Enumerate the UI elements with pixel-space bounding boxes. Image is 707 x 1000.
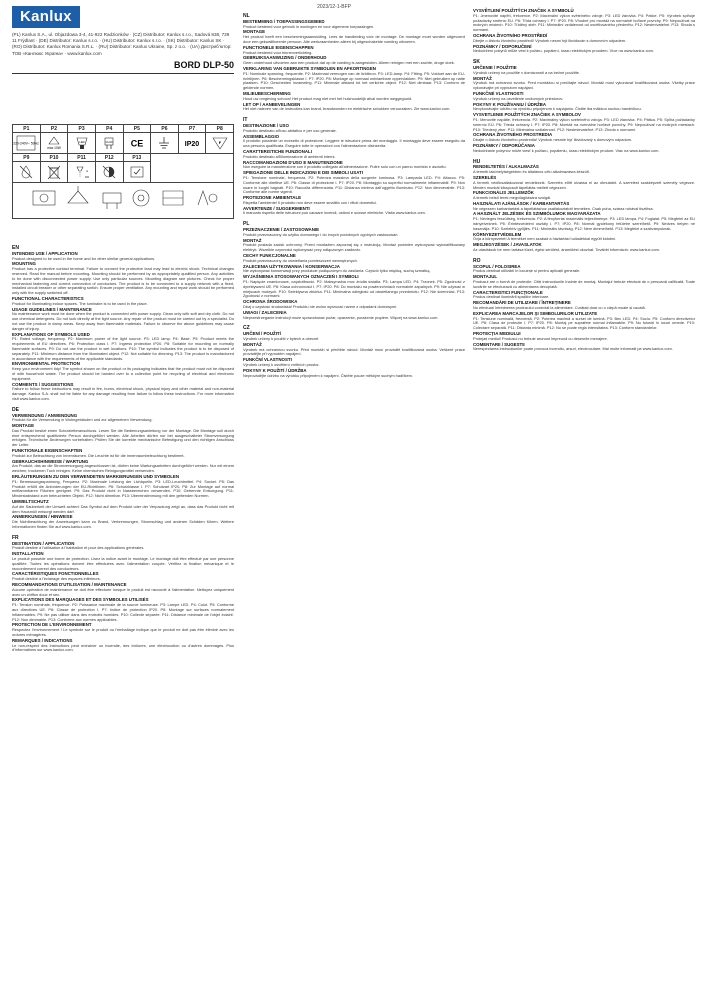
paragraph: Keep your environment tidy! The symbol shown on the product or its packaging indicates that the product must not be disposed of with household waste. The product should be handed over to a collection point for recycling of electrical and electronic equipment. [12,366,234,381]
section-title: PRZEZNACZENIE / ZASTOSOWANIE [243,227,320,233]
header [12,6,234,74]
product-title: BORD DLP-50 [173,59,234,70]
paragraph: Product bestemd voor binnenverlichting. [243,49,313,55]
paragraph: P1: Rated voltage, frequency. P2: Maximum power of the light source. P3: LED lamp. P4: Base. P5: Product meets the requirements of EU directives. P6: Protection class I. P7: Ingress protection IP20. P8: Suitable for mounting on normally flammable surfaces. P9: Do not use the product in wet locations. P10: The symbol indicates the product is to be disposed of separately. P11: Minimum distance from the illuminated object. P12: Not suitable for dimming. P13: The product is manufactured in accordance with the requirements of the applicable standards. [12,336,234,361]
paragraph: Výrobok má ochrannú svorku. Pred montážou si prečítajte návod. Montáž musí vykonávať kvalifikovaná osoba. Všetky práce vykonávajte pri vypnutom napájaní. [473,80,695,91]
section-title: CARACTERISTICI FUNCȚIONALE [473,289,543,295]
paragraph: Rispetta l'ambiente! Il prodotto non deve essere smaltito con i rifiuti domestici. [243,199,377,205]
section-title: ENVIRONMENTAL PROTECTION [12,361,80,367]
section-title: ANMERKUNGEN / HINWEISE [12,514,73,520]
section-title: MOUNTING [12,261,36,267]
section-title: FUNKTIONALE EIGENSCHAFTEN [12,448,83,454]
paragraph: Produit destiné à l'utilisation à l'habitation et pour des applications générales. [12,545,145,551]
section-title: PROTEZIONE AMBIENTALE [243,195,302,201]
section-title: URČENÍ / POUŽITÍ [243,331,281,337]
section-title: MILIEUBESCHERMING [243,90,291,96]
power-icon [40,133,68,154]
paragraph: Óvja a környezetet! A terméket nem szabad a háztartási hulladékkal együtt kidobni. [473,236,617,242]
section-title: VYSVĚTLENÍ POUŽITÝCH ZNAČEK A SYMBOLŮ [473,8,574,13]
section-title: FUNCTIONELE EIGENSCHAPPEN [243,44,314,50]
section-title: VERWENDUNG / ANWENDUNG [12,412,78,418]
product-drawing [13,183,234,219]
symbol-label: P10 [40,154,68,162]
paragraph: Az utasítások be nem tartása tüzet, égési sérülést, áramütést okozhat. További információ: www.kanlux.com. [473,247,660,253]
section-title: OCHRANA ŽIVOTNÉHO PROSTREDIA [473,132,553,138]
section-title: VERKLARING VAN GEBRUIKTE SYMBOLEN EN AFKORTINGEN [243,65,376,71]
svg-text:m: m [85,170,88,173]
section-title: PROTECTION DE L'ENVIRONNEMENT [12,622,92,628]
section-title: PROTECȚIA MEDIULUI [473,331,521,337]
paragraph: Das Produkt besitzt einen Schutzleiteranschluss. Lesen Sie die Bedienungsanleitung vor der Montage. Die Montage soll durch eine entsprechend qualifizierte Person durchgeführt werden. Alle Arbeiten dürfen nur bei ausgeschalteter Stromversorgung erfolgen. Technische Änderungen vorbehalten. Prüfen Sie die korrekte mechanische Befestigung und den richtigen Anschluss der Leiter. [12,427,234,448]
section-title: GEBRAUCHSHINWEISE / WARTUNG [12,458,89,464]
section-title: MEGJEGYZÉSEK / JAVASLATOK [473,242,542,248]
paragraph: Failure to follow these instructions may result in fire, burns, electrical shock, physical injury and other material and non-material damage. Kanlux S.A. shall not be liable for any damage resulting from failure to follow these instructions. For more information visit www.kanlux.com. [12,386,234,401]
symbol-label: P13 [123,154,151,162]
section-title: REMARQUES / INDICATIONS [12,637,73,643]
svg-text:CE: CE [130,138,144,149]
section-title: A HASZNÁLT JELZÉSEK ÉS SZIMBÓLUMOK MAGYARÁZATA [473,211,601,217]
paragraph: Product designed to be used in the home and for other similar general applications. [12,255,156,261]
paragraph: Dbejte o čistotu životního prostředí! Výrobek nesmí být likvidován s domovním odpadem. [473,37,627,43]
paragraph: Produsul are o bornă de protecție. Citiți instrucțiunile înainte de montaj. Montajul trebuie efectuat de o persoană calificată. Toate lucrările se efectuează cu alimentarea decuplată. [473,279,695,289]
section-title: FUNKCIONÁLIS JELLEMZŐK [473,190,534,196]
section-title: COMENTARII / SUGESTII [473,341,525,347]
section-title: RECOMANDĂRI DE UTILIZARE / ÎNTREȚINERE [473,300,571,306]
section-title: LET OP / AANBEVELINGEN [243,101,301,107]
section-title: EXPLANATIONS OF SYMBOLS USED [12,331,90,337]
paragraph: Respectez l'environnement ! Le symbole sur le produit ou l'emballage indique que le produit ne doit pas être éliminé avec les ordures ménagères. [12,627,234,637]
lang-heading-sk: SK [473,59,480,66]
section-title: UMWELTSCHUTZ [12,499,49,505]
led-lamp-icon [68,133,96,154]
section-title: CARATTERISTICHE FUNZIONALI [243,148,312,154]
lang-heading-de: DE [12,406,19,413]
section-title: BESTEMMING / TOEPASSINGSGEBIED [243,18,325,24]
lang-heading-hu: HU [473,158,481,165]
empty-cell [151,154,234,183]
protection-class-icon [151,133,179,154]
symbol-label: P9 [13,154,41,162]
lang-heading-it: IT [243,117,248,124]
divider [12,73,234,74]
paragraph: Nedodržanie pokynov môže viesť k požiaru, popáleniu, úrazu elektrickým prúdom. Viac na www.kanlux.com. [473,147,660,153]
base-text: GU10 [105,141,113,144]
section-title: FUNCTIONAL CHARACTERISTICS [12,295,84,301]
paragraph: P1: Bemessungsspannung, Frequenz. P2: Maximale Leistung der Lichtquelle. P3: LED-Leuchtmittel. P4: Sockel. P5: Das Produkt erfüllt die Anforderungen der EU-Richtlinien. P6: Schutzklasse I. P7: Schutzart IP20. P8: Zur Montage auf normal entflammbaren Flächen geeignet. P9: Das Produkt nicht in Nassbereichen verwenden. P10: Getrennte Entsorgung. P11: Mindestabstand zum beleuchteten Objekt. P12: Nicht dimmbar. P13: Übereinstimmung mit den geltenden Normen. [12,478,234,499]
paragraph: Nu efectuați întreținerea produsului conectat la alimentare. Curățați doar cu o cârpă moale și uscată. [473,305,646,311]
section-title: SZERELÉS [473,174,497,180]
ce-mark-icon [123,133,151,154]
paragraph: Product bestemd voor gebruik in woningen en voor algemene toepassingen. [243,23,375,29]
section-title: USAGE GUIDELINES / MAINTENANCE [12,306,92,312]
paragraph: Prodotto destinato all'illuminazione di ambienti interni. [243,153,336,159]
symbol-label: P11 [68,154,96,162]
section-title: GEBRUIKSAANWIJZING / ONDERHOUD [243,55,327,61]
paragraph: Le produit possède une borne de protection. Lisez la notice avant le montage. Le montage doit être effectué par une personne qualifiée. Toutes les opérations doivent être effectuées avec l'alimentation coupée. Vérifiez la fixation mécanique et le raccordement correct des conducteurs. [12,556,234,571]
column-middle [243,8,465,378]
section-title: POKYNY K POUŽÍVANIU / ÚDRŽBA [473,101,547,107]
document-code: 2023/12-1-BFP [317,4,351,10]
section-title: VYSVETLENIE POUŽITÝCH ZNAČIEK A SYMBOLOV [473,112,581,118]
paragraph: Nieprzestrzeganie instrukcji może spowodować pożar, oparzenia, porażenie prądem. Więcej na www.kanlux.com. [243,314,439,320]
paragraph: P1: Névleges feszültség, frekvencia. P2: A fényforrás maximális teljesítménye. P3: LED lámpa. P4: Foglalat. P5: Megfelel az EU irányelveknek. P6: Érintésvédelmi osztály I. P7: IP20. P8: Normál gyúlékony felületre szerelhető. P9: Nedves helyen ne használja. P10: Szelektív gyűjtés. P11: Minimális távolság. P12: Nem dimmelhető. P13: Megfelel a szabványoknak. [473,216,695,231]
column-right [473,8,695,352]
section-title: WYJAŚNIENIA STOSOWANYCH OZNACZEŃ I SYMBOLI [243,274,359,280]
paragraph: A termék belső terek megvilágítására szolgál. [473,195,552,201]
paragraph: Produkt zur Beleuchtung von Innenräumen. Die Leuchte ist für die Innenraumbeleuchtung bestimmt. [12,452,185,458]
section-title: RECOMMANDATIONS D'UTILISATION / MAINTENANCE [12,582,127,587]
power-text: max 10W [47,146,61,150]
paragraph: Nerespectarea instrucțiunilor poate provoca incendiu, arsuri, electrocutare. Mai multe informații pe www.kanlux.com. [473,346,673,352]
paragraph: Protejați mediul! Produsul nu trebuie aruncat împreună cu deșeurile menajere. [473,335,608,341]
section-title: OCHRANA ŽIVOTNÍHO PROSTŘEDÍ [473,32,548,38]
svg-text:F: F [218,140,221,145]
section-title: FUNKČNÍ VLASTNOSTI [243,357,292,363]
section-title: DESTINAZIONE / USO [243,122,289,128]
lang-heading-fr: FR [12,534,19,541]
lang-heading-pl: PL [243,221,250,228]
column-left [12,240,234,653]
section-title: MONTAJUL [473,274,498,280]
brand-logo: Kanlux [12,6,80,28]
section-title: FUNKČNÉ VLASTNOSTI [473,90,524,96]
flammable-surface-icon [206,133,234,154]
symbol-label: P4 [95,125,123,133]
paragraph: Aucune opération de maintenance ne doit être effectuée lorsque le produit est raccordé à l'alimentation. Nettoyez uniquement avec un chiffon doux et sec. [12,586,234,597]
section-title: MONTÁŽ [473,75,492,81]
paragraph: Nevykonávajte údržbu na výrobku pripojenom k napájaniu. Čistite iba mäkkou suchou handričkou. [473,106,642,112]
paragraph: Neprovádějte údržbu na výrobku připojeném k napájení. Čistěte pouze měkkým suchým hadříkem. [243,372,413,378]
section-title: EXPLICATIONS DES MARQUAGES ET DES SYMBOLES UTILISÉS [12,597,149,603]
paragraph: Výrobek má ochrannou svorku. Před montáží si přečtěte návod. Montáž musí provádět kvalifikovaná osoba. Veškeré práce provádějte při vypnutém napájení. [243,346,465,357]
lang-heading-en: EN [12,245,19,251]
ip-rating-icon [178,133,206,154]
paragraph: A termék lakóhelyiségekben és általános célú alkalmazásra készült. [473,169,590,175]
paragraph: Produkt przeznaczony do oświetlania pomieszczeń wewnętrznych. [243,257,358,263]
paragraph: P1: Tensiune nominală, frecvență. P2: Puterea maximă a sursei de lumină. P3: Bec LED. P4: Soclu. P5: Conform directivelor UE. P6: Clasa de protecție I. P7: IP20. P8: Montaj pe suprafețe normal inflamabile. P9: Nu folosiți în locuri umede. P10: Colectare separată. P11: Distanța minimă. P12: Nu se poate regla intensitatea. P13: Conform standardelor. [473,315,695,331]
section-title: INTENDED USE / APPLICATION [12,250,78,256]
paragraph: Prodotto destinato all'uso abitativo e per uso generale. [243,127,337,133]
paragraph: Het niet naleven van de instructies kan brand, brandwonden en elektrische schokken veroorzaken. Zie www.kanlux.com. [243,106,451,112]
no-wet-location-icon [13,162,41,183]
symbols-table [12,124,234,219]
paragraph: Le non-respect des instructions peut entraîner un incendie, des brûlures, une électrocution ou d'autres dommages. Plus d'informations sur www.kanlux.com. [12,642,234,653]
paragraph: Am Produkt, das an die Stromversorgung angeschlossen ist, dürfen keine Wartungsarbeiten durchgeführt werden. Nur mit einem weichen, trockenen Tuch reinigen. Keine chemischen Reinigungsmittel verwenden. [12,463,234,474]
voltage-text: 220-240V~ 50Hz [13,141,40,146]
paragraph: P1: Napięcie znamionowe, częstotliwość. P2: Maksymalna moc źródła światła. P3: Lampa LED. P4: Trzonek. P5: Zgodność z dyrektywami UE. P6: Klasa ochronności I. P7: IP20. P8: Do montażu na powierzchniach normalnie zapalnych. P9: Nie używać w miejscach mokrych. P10: Selektywna zbiórka. P11: Minimalna odległość od oświetlanego przedmiotu. P12: Nie ściemniać. P13: Zgodność z normami. [243,279,465,299]
section-title: MONTAGE [12,423,35,429]
paragraph: Product has a protective contact terminal. Failure to connect the protective lead may lead to electric shock. Technical changes reserved. Read the manual before mounting. Mounting should be performed by an appropriately qualified person. Any activities to be done with disconnected power supply. Use only particular sources. Mounting diagram see pictures. Check for proper mechanical fastening and correct connection of conductors. The product is to be connected to a supply network with a fixed, installed circuit breaker or other separating switch. Ensure proper ventilation. Any mounting and repair work should be performed only with the supply switched off. [12,266,234,296]
section-title: AVVERTENZE / SUGGERIMENTI [243,205,310,211]
section-title: UWAGI / ZALECENIA [243,309,287,315]
paragraph: Výrobek určený k osvětlení vnitřních prostor. [243,362,320,367]
symbol-label: P8 [206,125,234,133]
section-title: INSTALLATION [12,551,44,557]
paragraph: P1: Menovité napätie, frekvencia. P2: Maximálny výkon svetelného zdroja. P3: LED žiarovka. P4: Pätica. P5: Spĺňa požiadavky smerníc EÚ. P6: Trieda ochrany I. P7: IP20. P8: Montáž na normálne horľavé povrchy. P9: Nepoužívať na mokrých miestach. P10: Triedený zber. P11: Minimálna vzdialenosť. P12: Nestmievateľné. P13: Zhoda s normami. [473,116,695,132]
symbol-label: P6 [151,125,179,133]
paragraph: A termék védőcsatlakozóval rendelkezik. Szerelés előtt olvassa el az útmutatót. A szerelést szakképzett személy végezze. Minden munkát kikapcsolt tápellátás mellett végezzen. [473,179,695,190]
paragraph: Produs destinat iluminării spațiilor interioare. [473,294,550,300]
paragraph: Produkt für die Verwendung in Wohngebäuden und zur allgemeinen Verwendung. [12,417,153,423]
section-title: POKYNY K POUŽITÍ / ÚDRŽBA [243,367,307,373]
section-title: OCHRONA ŚRODOWISKA [243,299,298,305]
section-title: MONTAGE [243,29,266,35]
paragraph: Nie wykonywać konserwacji przy produkcie podłączonym do zasilania. Czyścić tylko miękką, suchą szmatką. [243,268,431,274]
section-title: POZNÁMKY / ODPORÚČANIA [473,142,535,148]
lang-heading-cz: CZ [243,325,250,332]
section-title: RACCOMANDAZIONI D'USO E MANUTENZIONE [243,159,343,165]
paragraph: Dbajte o čistotu životného prostredia! Výrobok nesmie byť likvidovaný s domovým odpadom. [473,137,633,143]
symbol-label: P12 [95,154,123,162]
symbol-label: P1 [13,125,41,133]
section-title: CECHY FUNKCJONALNE [243,253,296,259]
paragraph: Il mancato rispetto delle istruzioni può causare incendi, ustioni e scosse elettriche. Visita www.kanlux.com. [243,210,426,216]
symbol-label: P7 [178,125,206,133]
section-title: POZNÁMKY / DOPORUČENÍ [473,43,532,49]
symbol-label: P2 [40,125,68,133]
paragraph: P1: Nominale spanning, frequentie. P2: Maximaal vermogen van de lichtbron. P3: LED-lamp. P4: Fitting. P5: Voldoet aan de EU-richtlijnen. P6: Beschermingsklasse I. P7: IP20. P8: Montage op normaal ontvlambare oppervlakken. P9: Niet gebruiken op natte plaatsen. P10: Gescheiden inzameling. P11: Minimale afstand tot het verlichte object. P12: Niet dimbaar. P13: Conform de geldende normen. [243,70,465,91]
section-title: DESTINATION / APPLICATION [12,540,75,546]
paragraph: Product for illuminating indoor spaces. The luminaire is to be used in the place. [12,300,148,306]
company-info: (PL) Kanlux S.A., ul. Objazdowa 3-4, 41-922 Radzionków · (CZ) Distributor: Kanlux s.r.o., Sadová 838, 739 11 Frýdlant · (DE) Distributor: Kanlux s.r.o. · (HU) Distributor: Kanlux s.r.o. · (SK) Distributor: Kanlux SK · (RO) Distributor: Kanlux Romania S.R.L. · (RU) Distributor: Kanlux Ukraine, Sp. z o.o. · (UA) Дистриб’ютор: ТОВ «Канлюкс Україна» · www.kanlux.com [12,32,232,56]
section-title: ERLÄUTERUNGEN ZU DEN VERWENDETEN MARKIERUNGEN UND SYMBOLEN [12,474,180,480]
symbol-label: P3 [68,125,96,133]
section-title: ASSEMBLAGGIO [243,133,280,139]
svg-text:LED: LED [78,140,85,144]
paragraph: Výrobok určený na osvetlenie vnútorných priestorov. [473,95,564,101]
no-dimming-icon [95,162,123,183]
paragraph: Die Nichtbeachtung der Anweisungen kann zu Brand, Verbrennungen, Stromschlag und anderen Schäden führen. Weitere Informationen finden Sie auf www.kanlux.com. [12,519,234,530]
section-title: EXPLICAREA MARCAJELOR ȘI SIMBOLURILOR UTILIZATE [473,310,598,316]
paragraph: Het product heeft een beschermingsaansluiting. Lees de handleiding vóór de montage. De montage moet worden uitgevoerd door een gekwalificeerde persoon. Alle werkzaamheden alleen bij uitgeschakelde voeding uitvoeren. [243,34,465,44]
paragraph: P1: Jmenovité napětí, frekvence. P2: Maximální výkon světelného zdroje. P3: LED žárovka. P4: Patice. P5: Výrobek splňuje požadavky směrnic EU. P6: Třída ochrany I. P7: IP20. P8: Vhodné pro montáž na normálně hořlavé povrchy. P9: Nepoužívat na mokrých místech. P10: Tříděný sběr. P11: Minimální vzdálenost od osvětlovaného předmětu. P12: Nestmívatelné. P13: Shoda s normami. [473,12,695,33]
paragraph: Houd uw omgeving schoon! Het product mag niet met het huishoudelijk afval worden weggegooid. [243,95,413,101]
section-title: MONTAŻ [243,237,262,243]
recycling-bin-icon [40,162,68,183]
paragraph: Produs destinat utilizării în locuințe și pentru aplicații generale. [473,268,581,274]
section-title: SCOPUL / FOLOSIREA [473,263,521,269]
paragraph: Geen onderhoud uitvoeren aan een product dat op de voeding is aangesloten. Alleen reinigen met een zachte, droge doek. [243,60,455,66]
paragraph: Non eseguire la manutenzione con il prodotto collegato all'alimentazione. Pulire solo con un panno morbido e asciutto. [243,164,447,170]
section-title: SPIEGAZIONE DELLE INDICAZIONI E DEI SIMBOLI USATI [243,170,363,176]
paragraph: Výrobek určený k použití v bytech a obecně. [243,336,320,342]
paragraph: Produkt przeznaczony do użytku domowego i do innych podobnych ogólnych zastosowań. [243,231,399,237]
symbol-label: P5 [123,125,151,133]
section-title: KÖRNYEZETVÉDELEM [473,231,522,237]
paragraph: Auf die Sauberkeit der Umwelt achten! Das Symbol auf dem Produkt oder der Verpackung zeigt an, dass das Produkt nicht mit dem Hausmüll entsorgt werden darf. [12,503,234,514]
section-title: CARACTÉRISTIQUES FONCTIONNELLES [12,571,99,577]
section-title: HASZNÁLATI AJÁNLÁSOK / KARBANTARTÁS [473,200,570,206]
standards-icon [123,162,151,183]
section-title: COMMENTS / SUGGESTIONS [12,381,74,387]
paragraph: Nedodržení pokynů může vést k požáru, popálení, úrazu elektrickým proudem. Více na www.kanlux.com. [473,48,655,54]
section-title: RENDELTETÉS / ALKALMAZÁS [473,164,539,170]
paragraph: P1: Tension nominale, fréquence. P2: Puissance maximale de la source lumineuse. P3: Lampe LED. P4: Culot. P5: Conforme aux directives UE. P6: Classe de protection I. P7: Indice de protection IP20. P8: Montage sur surfaces normalement inflammables. P9: Ne pas utiliser dans des endroits humides. P10: Collecte séparée. P11: Distance minimale de l'objet éclairé. P12: Non dimmable. P13: Conforme aux normes applicables. [12,602,234,622]
paragraph: Ne végezzen karbantartást a tápellátáshoz csatlakoztatott terméken. Csak puha, száraz ruhával tisztítsa. [473,205,654,211]
ip-text: IP20 [184,141,200,148]
lang-heading-nl: NL [243,13,250,19]
paragraph: Dbaj o czystość środowiska! Produktu nie wolno wyrzucać razem z odpadami domowymi. [243,304,398,310]
distance-icon [68,162,96,183]
paragraph: P1: Tensione nominale, frequenza. P2: Potenza massima della sorgente luminosa. P3: Lampada LED. P4: Attacco. P5: Conforme alle direttive UE. P6: Classe di protezione I. P7: IP20. P8: Montaggio su superfici normalmente infiammabili. P9: Non usare in luoghi bagnati. P10: Raccolta differenziata. P11: Distanza minima dall'oggetto illuminato. P12: Non dimmerabile. P13: Conforme alle norme vigenti. [243,174,465,195]
paragraph: Produkt posiada zacisk ochronny. Przed montażem zapoznaj się z instrukcją. Montaż powinien wykonywać wykwalifikowany elektryk. Wszelkie czynności wykonywać przy odłączonym zasilaniu. [243,242,465,253]
paragraph: No maintenance work must be done when the product is connected with power supply. Clean only with soft and dry cloth. Do not use chemical detergents. Do not look directly at the light source. Any repair of the product must be carried out by a specialist. Do not use the product in damp areas. Keep away from flammable materials. Failure to observe the above guidelines may cause danger of injury. [12,311,234,331]
paragraph: Výrobok určený na použitie v domácnosti a na bežné použitie. [473,69,580,75]
section-title: URČENIE / POUŽITIE [473,64,517,70]
section-title: ZALECENIA UŻYTKOWANIA / KONSERWACJA [243,263,340,269]
lang-heading-ro: RO [473,257,481,264]
paragraph: Il prodotto possiede un morsetto di protezione. Leggere le istruzioni prima del montaggio. Il montaggio deve essere eseguito da una persona qualificata. Eseguire tutte le operazioni con l'alimentazione disinserita. [243,138,465,149]
base-icon [95,133,123,154]
paragraph: Produit destiné à l'éclairage des espaces intérieurs. [12,576,101,582]
voltage-icon [13,133,41,154]
section-title: MONTÁŽ [243,341,262,347]
